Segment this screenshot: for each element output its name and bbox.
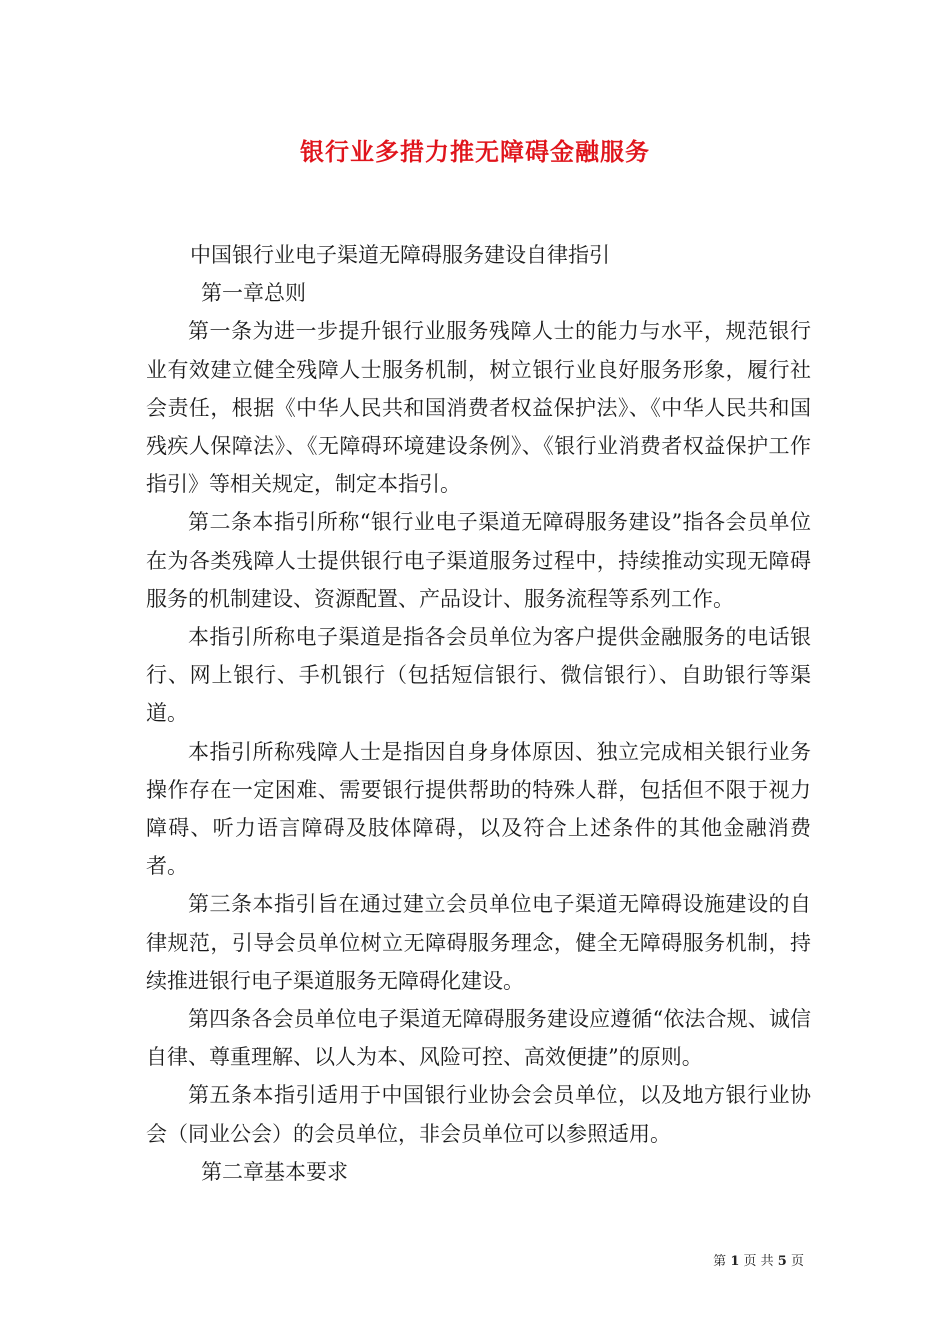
paragraph-article-5: 第五条本指引适用于中国银行业协会会员单位，以及地方银行业协会（同业公会）的会员单位，非会员单位可以参照适用。: [146, 1083, 811, 1146]
paragraph-article-3: 第三条本指引旨在通过建立会员单位电子渠道无障碍设施建设的自律规范，引导会员单位树立无障碍服务理念，健全无障碍服务机制，持续推进银行电子渠道服务无障碍化建设。: [146, 892, 811, 993]
paragraph-subtitle: 中国银行业电子渠道无障碍服务建设自律指引: [190, 243, 610, 267]
paragraph-disabled-persons: 本指引所称残障人士是指因自身身体原因、独立完成相关银行业务操作存在一定困难、需要银行提供帮助的特殊人群，包括但不限于视力障碍、听力语言障碍及肢体障碍，以及符合上述条件的其他金融消费者。: [146, 739, 811, 879]
document-body: [146, 236, 811, 1191]
paragraph-article-4: 第四条各会员单位电子渠道无障碍服务建设应遵循“依法合规、诚信自律、尊重理解、以人为本、风险可控、高效便捷”的原则。: [146, 1007, 811, 1070]
paragraph-chapter-2: 第二章基本要求: [201, 1159, 348, 1184]
page-number-footer: [713, 1250, 804, 1269]
document-title: 银行业多措力推无障碍金融服务: [300, 137, 650, 166]
paragraph-electronic-channels: 本指引所称电子渠道是指各会员单位为客户提供金融服务的电话银行、网上银行、手机银行（包括短信银行、微信银行）、自助银行等渠道。: [146, 625, 811, 726]
footer-current-page: 1: [730, 1254, 740, 1269]
paragraph-article-1: 第一条为进一步提升银行业服务残障人士的能力与水平，规范银行业有效建立健全残障人士服务机制，树立银行业良好服务形象，履行社会责任，根据《中华人民共和国消费者权益保护法》、《中华人民共和国残疾人保障法》、《无障碍环境建设条例》、《银行业消费者权益保护工作指引》等相关规定，制定本指引。: [146, 319, 811, 497]
footer-suffix: 页: [790, 1254, 804, 1269]
footer-total-pages: 5: [777, 1254, 787, 1269]
paragraph-article-2: 第二条本指引所称“银行业电子渠道无障碍服务建设”指各会员单位在为各类残障人士提供银行电子渠道服务过程中，持续推动实现无障碍服务的机制建设、资源配置、产品设计、服务流程等系列工作。: [146, 510, 811, 611]
footer-middle: 页 共: [743, 1254, 774, 1269]
footer-prefix: 第: [713, 1254, 727, 1269]
paragraph-chapter-1: 第一章总则: [201, 281, 306, 306]
